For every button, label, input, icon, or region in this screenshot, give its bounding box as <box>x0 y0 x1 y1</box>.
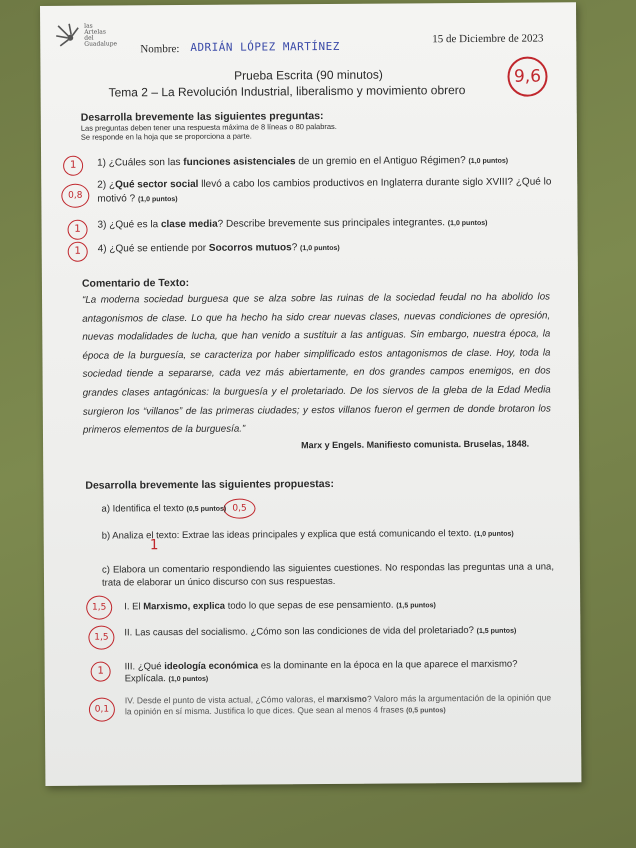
question-4: 4) ¿Qué se entiende por Socorros mutuos? (1,0 puntos) <box>97 242 340 255</box>
q4-mark: 1 <box>68 242 88 262</box>
q2-mark: 0,8 <box>61 184 89 208</box>
item-c: c) Elabora un comentario respondiendo las siguientes cuestiones. No respondas las preguntas una a una, trata de elaborar un único discurso con sus respuestas. <box>101 561 554 589</box>
question-3: 3) ¿Qué es la clase media? Describe brevemente sus principales integrantes. (1,0 puntos) <box>97 217 488 231</box>
final-grade: 9,6 <box>507 56 547 96</box>
qIII-mark: 1 <box>91 662 111 682</box>
question-I: I. El Marxismo, explica todo lo que sepas de ese pensamiento. (1,5 puntos) <box>124 599 436 613</box>
section1-instruction-2: Se responde en la hoja que se proporciona a parte. <box>80 131 252 142</box>
student-name: ADRIÁN LÓPEZ MARTÍNEZ <box>190 39 340 54</box>
section1-heading: Desarrolla brevemente las siguientes preguntas: <box>80 110 324 124</box>
question-1: 1) ¿Cuáles son las funciones asistenciales de un gremio en el Antiguo Régimen? (1,0 puntos) <box>97 155 509 169</box>
exam-subtitle: Tema 2 – La Revolución Industrial, liberalismo y movimiento obrero <box>108 83 466 100</box>
exam-sheet <box>40 2 581 786</box>
q1-mark: 1 <box>63 156 83 176</box>
name-label: Nombre: <box>140 43 180 56</box>
item-b: b) Analiza el texto: Extrae las ideas principales y explica que está comunicando el texto. (1,0 puntos) <box>101 528 514 542</box>
item-a-mark: 0,5 <box>223 499 255 519</box>
question-2: 2) ¿Qué sector social llevó a cabo los cambios productivos en Inglaterra durante siglo XVIII? ¿Qué lo motivó ? (1,0 puntos) <box>97 176 552 205</box>
item-b-mark: 1 <box>149 537 159 554</box>
section1-instruction-1: Las preguntas deben tener una respuesta máxima de 8 líneas o 80 palabras. <box>80 121 337 133</box>
qII-mark: 1,5 <box>88 625 114 649</box>
exam-date: 15 de Diciembre de 2023 <box>432 32 544 46</box>
question-II: II. Las causas del socialismo. ¿Cómo son las condiciones de vida del proletariado? (1,5 puntos) <box>124 624 517 639</box>
commentary-heading: Comentario de Texto: <box>81 276 190 290</box>
qIV-mark: 0,1 <box>89 697 115 721</box>
q3-mark: 1 <box>67 220 87 240</box>
question-IV: IV. Desde el punto de vista actual, ¿Cómo valoras, el marxismo? Valoro más la argumentación de la opinión que la opinión en sí misma. Justifica lo que dices. Que sean al menos 4 frases (0,5 puntos) <box>124 692 552 717</box>
item-a: a) Identifica el texto (0,5 puntos) <box>101 503 227 515</box>
question-III: III. ¿Qué ideología económica es la dominante en la época en la que aparece el marxismo? Explícala. (1,0 puntos) <box>124 658 518 685</box>
exam-title: Prueba Escrita (90 minutos) <box>234 67 383 83</box>
logo-text: las Artelas del Guadalupe <box>84 22 118 48</box>
section2-heading: Desarrolla brevemente las siguientes propuestas: <box>85 477 334 492</box>
section1-instructions <box>81 110 337 142</box>
commentary-text: “La moderna sociedad burguesa que se alza sobre las ruinas de la sociedad feudal no ha abolido los antagonismos de clase. Lo que ha hecho ha sido crear nuevas clases, nuevas condiciones de opresión, nuevas modalidades de lucha, que han venido a sustituir a las antiguas. Sin embargo, nuestra época, la época de la burguesía, se caracteriza por haber simplificado estos antagonismos de clase. Hoy, toda la sociedad tiende a separarse, cada vez más abiertamente, en dos grandes campos enemigos, en dos grandes clases antagónicas: la burguesía y el proletariado. De los siervos de la gleba de la Edad Media surgieron los “villanos” de las primeras ciudades; y estos villanos fueron el germen de donde brotaron los primeros elementos de la burguesía.” <box>82 291 551 436</box>
qI-mark: 1,5 <box>86 596 112 620</box>
commentary-source: Marx y Engels. Manifiesto comunista. Bruselas, 1848. <box>301 438 530 451</box>
school-logo <box>54 19 118 55</box>
sun-logo-icon <box>54 20 84 54</box>
